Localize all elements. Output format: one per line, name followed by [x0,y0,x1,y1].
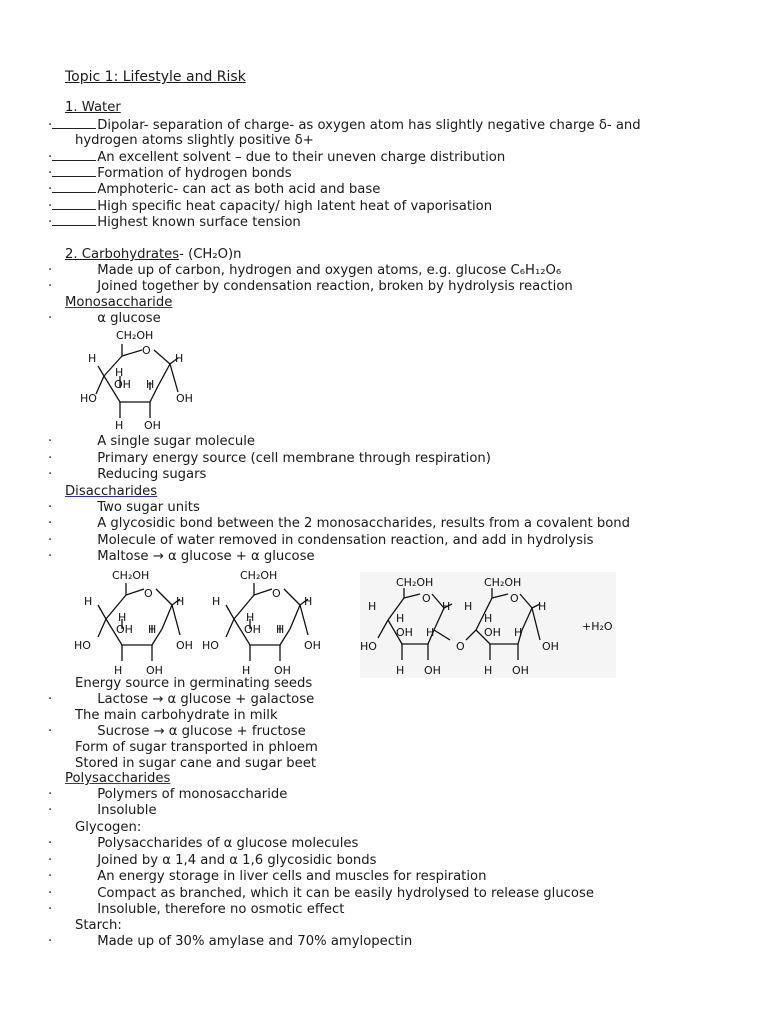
svg-text:H: H [276,623,285,636]
list-item: · Compact as branched, which it can be easily hydrolysed to release glucose [48,886,594,901]
svg-text:H: H [118,611,127,624]
svg-text:H: H [175,352,184,365]
maltose-structure [360,572,620,680]
list-item: · Made up of 30% amylase and 70% amylopectin [48,934,413,949]
svg-text:OH: OH [424,664,441,677]
list-item: · Highest known surface tension [48,215,301,230]
list-item: · Polymers of monosaccharide [48,787,288,802]
glycogen-label: Glycogen: [75,820,142,835]
svg-text:H: H [442,600,451,613]
svg-text:O: O [142,344,151,357]
list-item: · α glucose [48,311,161,326]
svg-text:OH: OH [144,419,161,432]
list-item: · Two sugar units [48,500,200,515]
svg-text:CH₂OH: CH₂OH [116,329,154,342]
svg-text:H: H [484,612,493,625]
list-item: · Made up of carbon, hydrogen and oxygen atoms, e.g. glucose C₆H₁₂O₆ [48,263,562,278]
two-glucose-structures [72,567,344,679]
water-heading: 1. Water [65,100,121,115]
svg-text:H: H [114,664,123,677]
svg-text:H: H [426,626,435,639]
list-item: · Insoluble, therefore no osmotic effect [48,902,345,917]
monosaccharide-heading: Monosaccharide [65,295,173,310]
sucrose-note: Form of sugar transported in phloem [75,740,318,755]
svg-text:H: H [464,600,473,613]
list-item: · Amphoteric- can act as both acid and base [48,182,381,197]
svg-text:O: O [144,587,153,600]
svg-text:H: H [115,419,124,432]
list-item: · Formation of hydrogen bonds [48,166,292,181]
svg-text:O: O [456,640,465,653]
list-item: · Sucrose → α glucose + fructose [48,724,306,739]
svg-text:H: H [88,352,97,365]
svg-text:HO: HO [74,639,91,652]
list-item: · Joined by α 1,4 and α 1,6 glycosidic bonds [48,853,377,868]
svg-text:OH: OH [542,640,559,653]
list-item: · High specific heat capacity/ high latent heat of vaporisation [48,199,493,214]
list-item: · Dipolar- separation of charge- as oxygen atom has slightly negative charge δ- and [48,118,641,133]
svg-text:O: O [422,592,431,605]
svg-text:H: H [176,595,185,608]
sucrose-note: Stored in sugar cane and sugar beet [75,756,316,771]
list-item: · Primary energy source (cell membrane through respiration) [48,451,491,466]
svg-text:CH₂OH: CH₂OH [396,576,434,589]
svg-text:H: H [115,366,124,379]
list-item: · An excellent solvent – due to their uneven charge distribution [48,150,506,165]
list-item: · Lactose → α glucose + galactose [48,692,315,707]
svg-text:CH₂OH: CH₂OH [112,569,150,582]
svg-text:HO: HO [360,640,377,653]
svg-text:OH: OH [116,623,133,636]
list-item: · Reducing sugars [48,467,207,482]
list-item: · Joined together by condensation reaction, broken by hydrolysis reaction [48,279,573,294]
svg-text:OH: OH [484,626,501,639]
list-item: · A single sugar molecule [48,434,256,449]
svg-text:H: H [396,664,405,677]
svg-text:H: H [242,664,251,677]
svg-text:H: H [148,623,157,636]
svg-text:OH: OH [176,392,193,405]
svg-text:CH₂OH: CH₂OH [484,576,522,589]
svg-text:OH: OH [244,623,261,636]
svg-text:H: H [538,600,547,613]
svg-text:H: H [212,595,221,608]
svg-text:H: H [514,626,523,639]
disaccharides-heading: Disaccharides [65,484,158,499]
svg-text:OH: OH [146,664,163,677]
svg-text:+H₂O: +H₂O [582,620,613,633]
polysaccharides-heading: Polysaccharides [65,771,171,786]
carbohydrates-heading: 2. Carbohydrates- (CH₂O)n [65,247,242,262]
svg-text:OH: OH [304,639,321,652]
list-item: · Insoluble [48,803,157,818]
svg-text:H: H [304,595,313,608]
maltose-note: Energy source in germinating seeds [75,676,313,691]
svg-text:OH: OH [512,664,529,677]
svg-text:OH: OH [176,639,193,652]
list-item: · Polysaccharides of α glucose molecules [48,836,359,851]
svg-text:HO: HO [80,392,97,405]
svg-text:H: H [146,378,155,391]
svg-text:H: H [84,595,93,608]
list-item: · Maltose → α glucose + α glucose [48,549,315,564]
list-item: · A glycosidic bond between the 2 monosaccharides, results from a covalent bond [48,516,631,531]
alpha-glucose-structure [78,326,198,436]
page-title: Topic 1: Lifestyle and Risk [65,69,246,85]
svg-text:OH: OH [396,626,413,639]
list-item-continuation: hydrogen atoms slightly positive δ+ [75,133,314,148]
svg-text:CH₂OH: CH₂OH [240,569,278,582]
svg-text:H: H [246,611,255,624]
list-item: · An energy storage in liver cells and muscles for respiration [48,869,487,884]
svg-text:O: O [510,592,519,605]
list-item: · Molecule of water removed in condensation reaction, and add in hydrolysis [48,533,594,548]
svg-text:OH: OH [274,664,291,677]
lactose-note: The main carbohydrate in milk [75,708,278,723]
svg-text:H: H [484,664,493,677]
starch-label: Starch: [75,918,122,933]
svg-text:O: O [272,587,281,600]
svg-text:H: H [396,612,405,625]
svg-text:H: H [368,600,377,613]
svg-text:HO: HO [202,639,219,652]
svg-text:OH: OH [114,378,131,391]
